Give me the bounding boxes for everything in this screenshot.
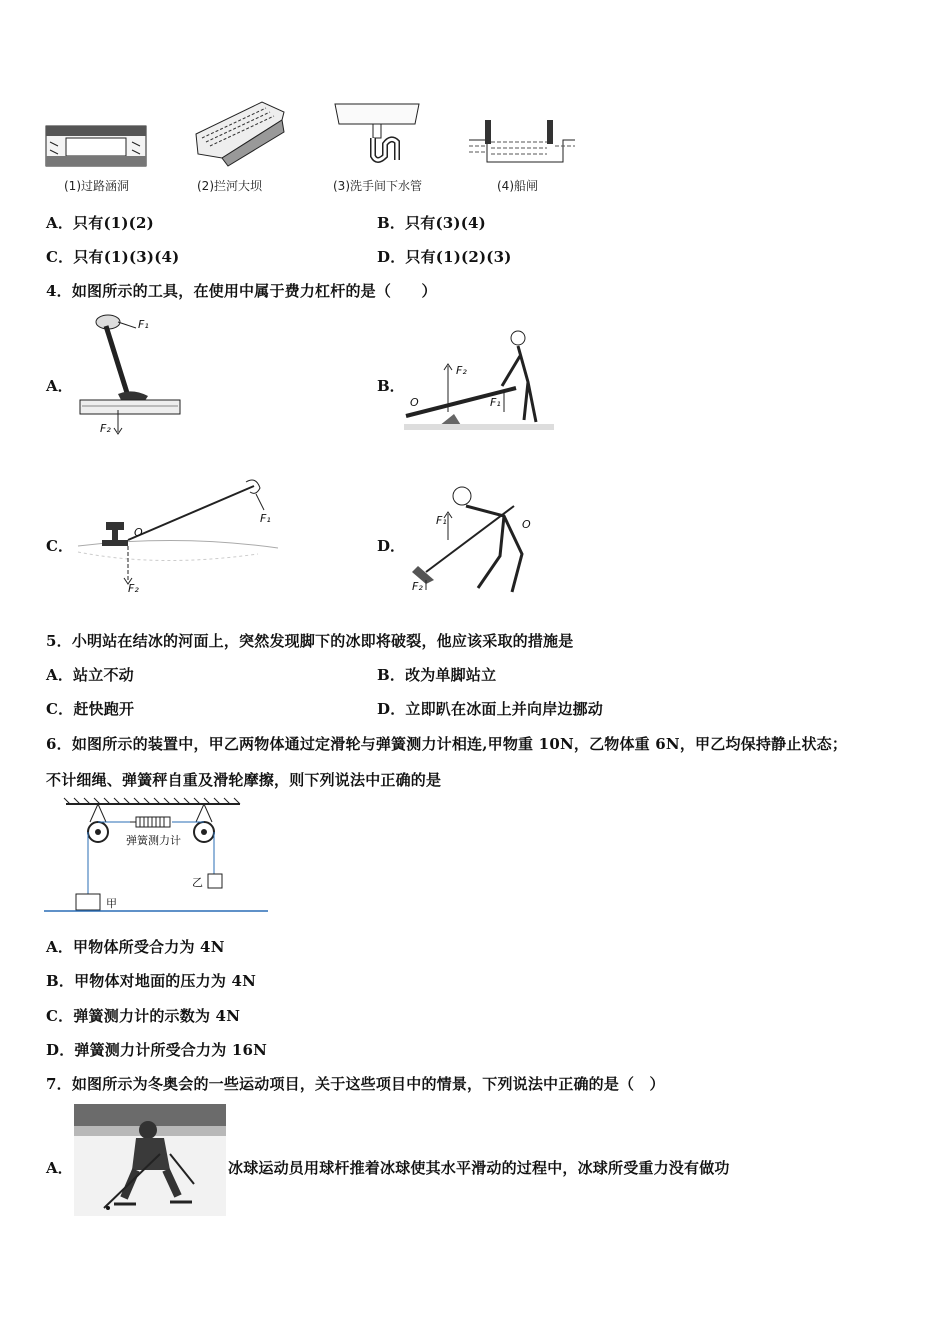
q3-option-d[interactable]: D．只有(1)(2)(3) — [377, 248, 512, 266]
q3-figure-3 — [333, 98, 423, 173]
q5-option-c[interactable]: C．赶快跑开 — [46, 700, 135, 718]
nail-puller-illustration — [78, 310, 188, 440]
q3-option-a[interactable]: A．只有(1)(2) — [46, 214, 154, 232]
q4b-f2-label: F₂ — [456, 364, 467, 377]
q4b-f1-label: F₁ — [490, 396, 501, 409]
sink-drain-illustration — [333, 98, 423, 173]
q6-figure — [44, 796, 270, 918]
q4d-f1-label: F₁ — [436, 514, 447, 527]
q4-option-d-label[interactable]: D． — [377, 537, 406, 555]
q6-option-a[interactable]: A．甲物体所受合力为 4N — [46, 938, 225, 956]
q7-option-a-label[interactable]: A． — [46, 1159, 73, 1177]
q6-body-a-label: 甲 — [106, 897, 117, 910]
q4-option-a-label[interactable]: A． — [46, 377, 73, 395]
q4-figure-a[interactable] — [78, 310, 188, 440]
q7-hockey-photo — [74, 1104, 226, 1216]
q3-caption-3: (3)洗手间下水管 — [333, 179, 422, 193]
q3-caption-1: (1)过路涵洞 — [64, 179, 129, 193]
q4b-pivot-label: O — [410, 396, 419, 409]
q4d-pivot-label: O — [522, 518, 531, 531]
q4c-f2-label: F₂ — [128, 582, 139, 595]
q6-option-b[interactable]: B．甲物体对地面的压力为 4N — [46, 972, 257, 990]
q3-figure-1 — [44, 112, 149, 184]
q6-stem-line-2: 不计细绳、弹簧秤自重及滑轮摩擦，则下列说法中正确的是 — [46, 771, 442, 789]
q4a-f2-label: F₂ — [100, 422, 111, 435]
q4-stem: 4．如图所示的工具，在使用中属于费力杠杆的是（ ） — [46, 282, 437, 300]
q4-figure-b[interactable] — [404, 326, 554, 438]
q5-option-a[interactable]: A．站立不动 — [46, 666, 134, 684]
q5-stem: 5．小明站在结冰的河面上，突然发现脚下的冰即将破裂，他应该采取的措施是 — [46, 632, 574, 650]
q4-figure-c[interactable] — [78, 474, 278, 598]
q5-option-d[interactable]: D．立即趴在冰面上并向岸边挪动 — [377, 700, 604, 718]
q6-stem-line-1: 6．如图所示的装置中，甲乙两物体通过定滑轮与弹簧测力计相连,甲物重 10N，乙物体重 6N，甲乙均保持静止状态； — [46, 735, 848, 753]
q4-option-b-label[interactable]: B． — [377, 377, 405, 395]
q3-caption-2: (2)拦河大坝 — [197, 179, 262, 193]
q6-option-d[interactable]: D．弹簧测力计所受合力为 16N — [46, 1041, 268, 1059]
q4c-f1-label: F₁ — [260, 512, 271, 525]
q3-option-c[interactable]: C．只有(1)(3)(4) — [46, 248, 180, 266]
rail-pry-bar-illustration — [78, 474, 278, 598]
q4c-pivot-label: O — [134, 526, 143, 539]
q6-body-b-label: 乙 — [192, 876, 203, 889]
q4-option-c-label[interactable]: C． — [46, 537, 73, 555]
q7-option-a-text[interactable]: 冰球运动员用球杆推着冰球使其水平滑动的过程中，冰球所受重力没有做功 — [228, 1159, 730, 1177]
q4d-f2-label: F₂ — [412, 580, 423, 593]
q5-option-b[interactable]: B．改为单脚站立 — [377, 666, 497, 684]
q3-figure-2 — [192, 98, 287, 173]
culvert-illustration — [44, 112, 149, 172]
q6-option-c[interactable]: C．弹簧测力计的示数为 4N — [46, 1007, 241, 1025]
q3-caption-4: (4)船闸 — [497, 179, 538, 193]
q6-spring-scale-label: 弹簧测力计 — [126, 834, 181, 847]
ship-lock-illustration — [467, 112, 577, 172]
shovel-worker-illustration — [404, 484, 554, 596]
q4-figure-d[interactable] — [404, 484, 554, 596]
pulley-spring-scale-diagram — [44, 796, 270, 918]
q3-figure-4 — [467, 112, 577, 172]
q7-stem: 7．如图所示为冬奥会的一些运动项目，关于这些项目中的情景，下列说法中正确的是（ ） — [46, 1075, 665, 1093]
crowbar-worker-illustration — [404, 326, 554, 438]
q3-option-b[interactable]: B．只有(3)(4) — [377, 214, 486, 232]
q4a-f1-label: F₁ — [138, 318, 149, 331]
ice-hockey-illustration — [74, 1104, 226, 1216]
dam-illustration — [192, 98, 287, 168]
